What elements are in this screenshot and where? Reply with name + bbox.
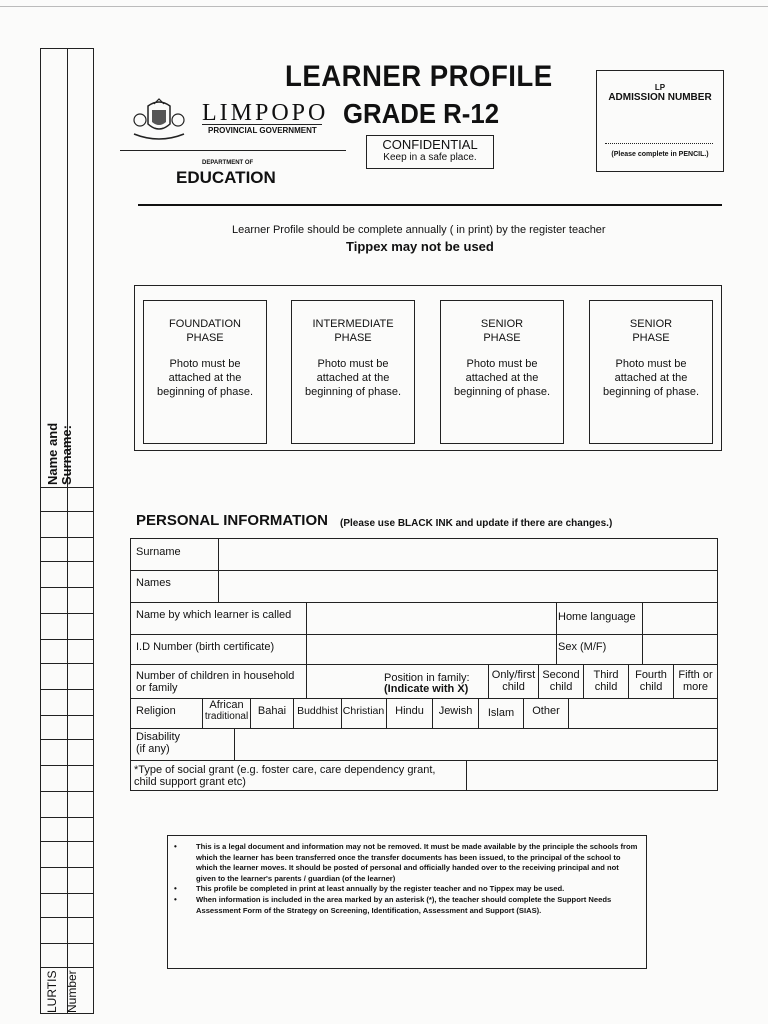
disability-input[interactable] [235,729,716,759]
page-subtitle: GRADE R-12 [343,98,500,129]
position-label-1: Position in family: [384,672,470,684]
called-name-input[interactable] [307,603,555,633]
province-name: LIMPOPO [202,100,329,126]
option-label: child [594,681,618,693]
lurtis-label: LURTIS [45,970,59,1013]
sex-label: Sex (M/F) [558,641,607,653]
called-name-label: Name by which learner is called [136,609,292,621]
phase-label: PHASE [186,332,224,344]
position-label-2: (Indicate with X) [384,683,469,695]
disability-label-1: Disability [136,731,181,743]
surname-input[interactable] [219,539,716,569]
phase-photo-note: Photo must be attached at the beginning of phase. [602,358,700,398]
confidential-label: CONFIDENTIAL [382,137,478,152]
id-number-label: I.D Number (birth certificate) [136,641,275,653]
option-label: Fifth or [678,669,713,681]
lp-label: LP [654,83,666,92]
religion-label: Religion [136,705,176,717]
religion-option-islam[interactable]: Islam [487,707,515,719]
phase-photo-note: Photo must be attached at the beginning of phase. [453,358,551,398]
home-language-input[interactable] [643,603,716,633]
social-grant-input[interactable] [467,761,716,789]
position-option-fifth[interactable] [674,669,717,693]
home-language-label: Home language [558,611,636,623]
option-label: child [502,681,525,693]
religion-option-bahai[interactable]: Bahai [257,705,287,717]
position-option-third[interactable] [584,669,628,693]
position-option-fourth[interactable] [629,669,673,693]
legal-notice-box [167,835,647,969]
grant-label-2: child support grant etc) [134,776,246,788]
department-of-label: DEPARTMENT OF [202,160,254,166]
phase-name: SENIOR [629,318,673,330]
instruction-text: Learner Profile should be complete annually ( in print) by the register teacher [232,224,606,236]
religion-option-christian[interactable]: Christian [342,705,385,717]
names-input[interactable] [219,571,716,601]
table-rule [556,602,557,664]
phase-photo-note: Photo must be attached at the beginning of phase. [304,358,402,398]
religion-option-jewish[interactable]: Jewish [438,705,473,717]
option-label: Third [593,669,619,681]
personal-info-title: PERSONAL INFORMATION [136,512,328,529]
surname-label: Surname [136,546,181,558]
phase-label: PHASE [334,332,372,344]
children-label-2: or family [136,682,178,694]
table-rule [130,664,718,665]
option-label: Only/first [491,669,536,681]
sex-input[interactable] [643,635,716,663]
page-title: LEARNER PROFILE [285,60,553,93]
name-surname-label-1: Name and [45,422,60,485]
admission-number-label: ADMISSION NUMBER [608,92,712,103]
children-count-input[interactable] [307,665,377,697]
option-label: more [682,681,709,693]
phase-photo-note: Photo must be attached at the beginning of phase. [156,358,254,398]
religion-option-other[interactable]: Other [532,705,560,717]
disability-label-2: (if any) [136,743,170,755]
phase-name: INTERMEDIATE [312,318,394,330]
religion-option-hindu[interactable]: Hindu [395,705,424,717]
education-label: EDUCATION [176,168,276,187]
religion-other-input[interactable] [569,699,716,727]
personal-info-subtitle: (Please use BLACK INK and update if there are changes.) [340,518,613,529]
option-label: child [639,681,663,693]
grant-label-1: *Type of social grant (e.g. foster care, care dependency grant, [134,764,436,776]
notice-item: • When information is included in the area marked by an asterisk (*), the teacher should complete the Support Needs Assessment Form of the Strategy on Screening, Identification, Assessment and Support (SIAS). [196,895,640,916]
religion-option-african-traditional[interactable] [203,699,250,723]
names-label: Names [136,577,171,589]
number-label: Number [65,970,79,1013]
name-surname-label-2: Surname: [59,425,74,485]
notice-item: • This profile be completed in print at least annually by the register teacher and no Tippex may be used. [196,884,640,895]
id-number-input[interactable] [307,635,555,663]
phase-label: PHASE [632,332,670,344]
phase-name: SENIOR [480,318,524,330]
children-label-1: Number of children in household [136,670,295,682]
notice-item: • This is a legal document and information may not be removed. It must be made available by the principle the schools from which the learner has been transferred once the transfer documents has been issued, to the principal of the school to which the learner moves. It should be posted of personal and officially handed over to the receiving principal and not given to the learner's parents / guardian (of the learner) [196,842,640,884]
phase-name: FOUNDATION [169,318,241,330]
position-option-first[interactable] [489,669,538,693]
option-label: child [549,681,573,693]
option-label: Second [542,669,580,681]
pencil-note: (Please complete in PENCIL.) [611,151,709,158]
table-rule [130,538,131,790]
position-option-second[interactable] [539,669,583,693]
religion-option-buddhist[interactable]: Buddhist [297,705,338,717]
provincial-government-label: PROVINCIAL GOVERNMENT [208,126,317,135]
phase-label: PHASE [483,332,521,344]
option-label: traditional [204,711,249,722]
table-rule [717,538,718,790]
tippex-warning: Tippex may not be used [346,239,494,254]
option-label: Fourth [635,669,667,681]
keep-safe-label: Keep in a safe place. [383,152,477,163]
table-rule [130,790,718,791]
option-label: African [209,699,244,711]
